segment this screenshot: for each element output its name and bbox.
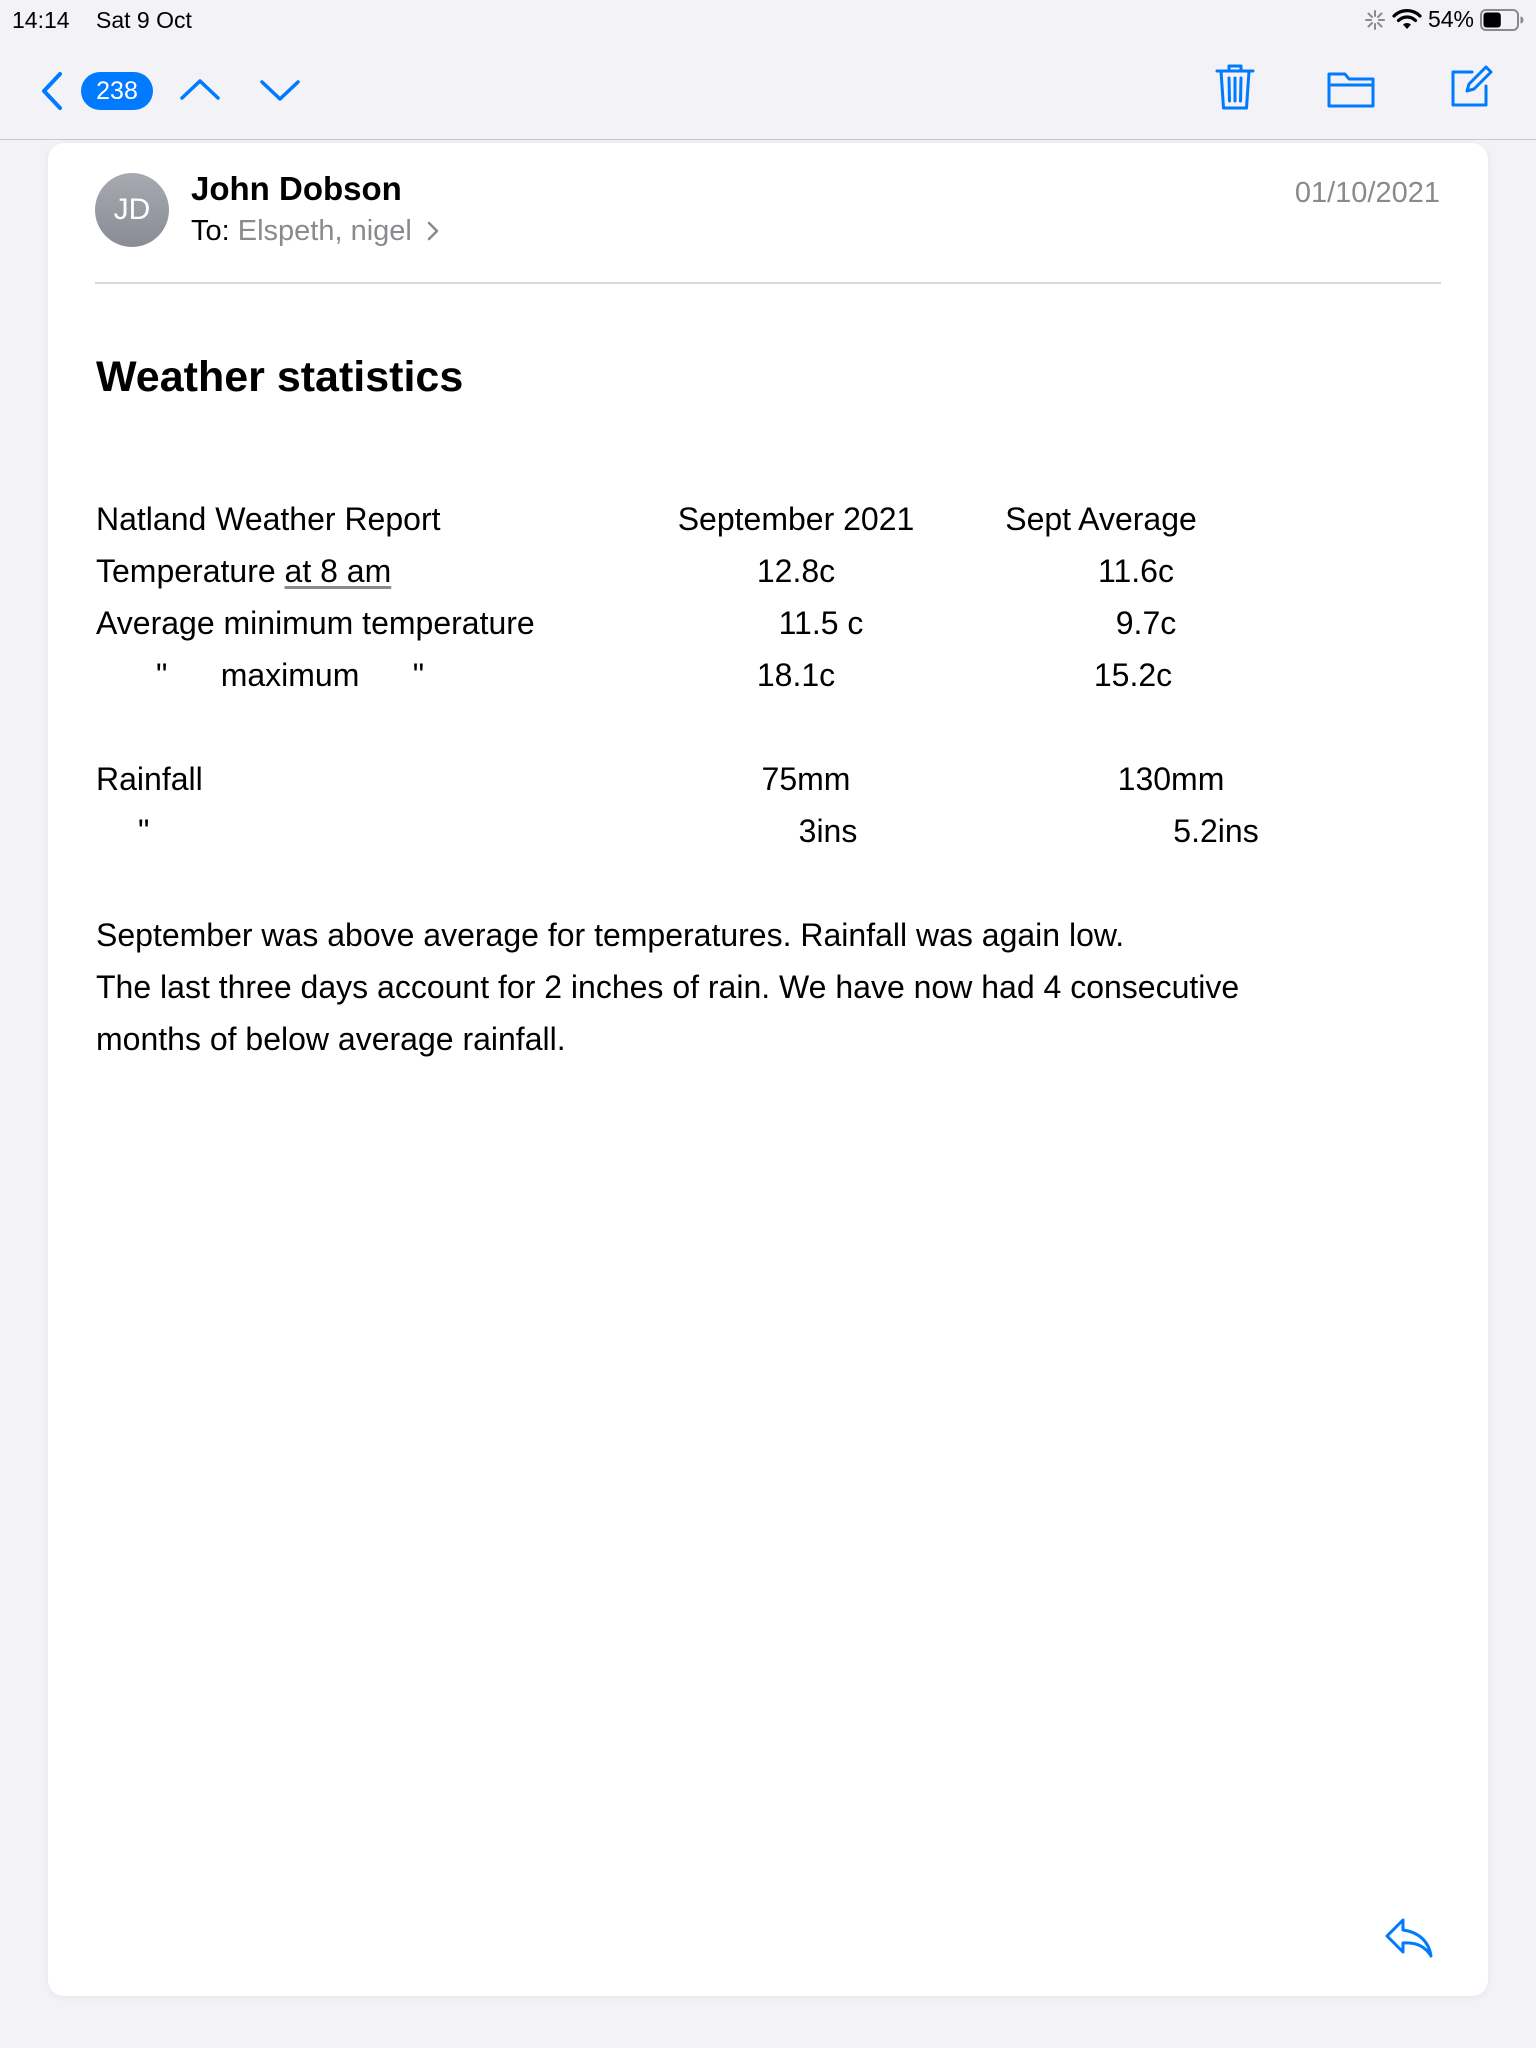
table-cell: Sept Average xyxy=(1005,501,1197,537)
table-cell-text: Temperature at 8 am xyxy=(96,553,392,589)
message-date: 01/10/2021 xyxy=(1294,177,1440,209)
table-cell: " xyxy=(138,813,150,849)
sender-name[interactable]: John Dobson xyxy=(191,170,402,207)
paragraph-line: The last three days account for 2 inches of rain. We have now had 4 consecutive xyxy=(96,969,1240,1005)
table-cell: 130mm xyxy=(1117,761,1225,797)
table-cell: Natland Weather Report xyxy=(96,501,441,537)
mail-toolbar xyxy=(0,40,1536,140)
table-cell: September 2021 xyxy=(677,501,915,537)
table-cell: 18.1c xyxy=(756,657,836,693)
avatar[interactable]: JD xyxy=(95,173,169,247)
chevron-down-icon[interactable] xyxy=(258,76,302,104)
chevron-right-icon[interactable] xyxy=(426,215,440,247)
table-cell: 75mm xyxy=(761,761,851,797)
header-divider xyxy=(95,282,1441,284)
table-cell: 15.2c xyxy=(1093,657,1173,693)
recipients[interactable]: Elspeth, nigel xyxy=(237,215,412,247)
paragraph-line: September was above average for temperatures. Rainfall was again low. xyxy=(96,917,1125,953)
table-cell: 11.6c xyxy=(1098,553,1174,589)
table-cell: Rainfall xyxy=(96,761,203,797)
table-row xyxy=(96,545,1442,597)
wifi-icon xyxy=(1392,9,1422,31)
table-cell: 9.7c xyxy=(1115,605,1177,641)
to-label: To: xyxy=(191,215,230,247)
table-cell: 3ins xyxy=(798,813,858,849)
table-row xyxy=(96,649,1442,701)
status-date: Sat 9 Oct xyxy=(96,7,192,33)
paragraph-line: months of below average rainfall. xyxy=(96,1021,566,1057)
table-spacer xyxy=(96,701,1442,753)
recipients-line[interactable] xyxy=(191,215,440,248)
table-row xyxy=(96,805,1442,857)
table-cell: Average minimum temperature xyxy=(96,605,535,641)
battery-icon xyxy=(1480,9,1524,31)
unread-count-badge[interactable]: 238 xyxy=(81,72,153,110)
table-cell: 12.8c xyxy=(756,553,836,589)
status-indicators xyxy=(1364,6,1524,33)
trash-icon[interactable] xyxy=(1214,62,1256,112)
status-time: 14:14 xyxy=(12,7,70,33)
compose-icon[interactable] xyxy=(1448,64,1494,110)
message-subject: Weather statistics xyxy=(96,353,464,401)
table-header-row xyxy=(96,493,1442,545)
activity-icon xyxy=(1364,9,1386,31)
chevron-up-icon[interactable] xyxy=(178,76,222,104)
table-cell xyxy=(96,545,391,597)
battery-fill xyxy=(1484,12,1501,27)
chevron-left-icon[interactable] xyxy=(38,70,66,112)
folder-icon[interactable] xyxy=(1326,68,1376,110)
table-cell: 5.2ins xyxy=(1173,813,1259,849)
table-cell: " maximum " xyxy=(156,657,425,693)
battery-percent: 54% xyxy=(1427,6,1474,32)
reply-icon[interactable] xyxy=(1383,1916,1435,1960)
table-row xyxy=(96,753,1442,805)
message-card xyxy=(48,143,1488,1996)
message-paragraph xyxy=(96,909,1442,1065)
message-body xyxy=(96,493,1442,1065)
time-link[interactable]: at 8 am xyxy=(284,553,392,589)
status-bar xyxy=(0,0,1536,40)
table-row xyxy=(96,597,1442,649)
table-cell: 11.5 c xyxy=(778,605,864,641)
